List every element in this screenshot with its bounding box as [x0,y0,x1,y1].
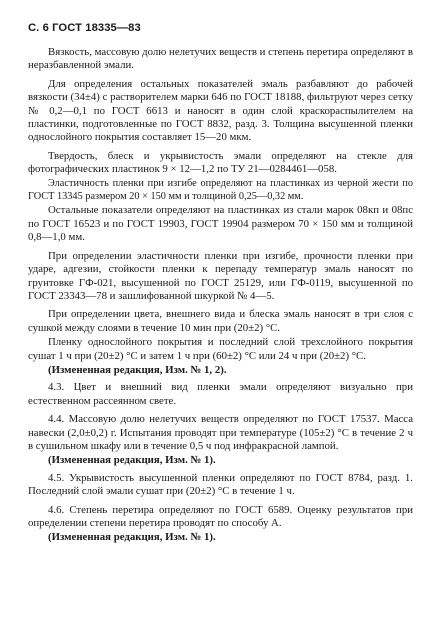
clause-4-3: 4.3. Цвет и внешний вид пленки эмали определяют визуально при естественном рассеянном свете. [28,381,413,407]
amendment-note-3: (Измененная редакция, Изм. № 1). [48,531,216,544]
amendment-note-2: (Измененная редакция, Изм. № 1). [48,454,216,467]
paragraph-primer: При определении эластичности пленки при изгибе, прочности пленки при ударе, адгезии, стойкости пленки к перепаду температур эмаль наносят по грунтовке ГФ-021, высушенной по ГОСТ 25129, или ГФ-0119, высушенной по ГОСТ 23343—78 и зашлифованной шкуркой № 4—5. [28,249,413,302]
clause-4-6: 4.6. Степень перетира определяют по ГОСТ 6589. Оценку результатов при определении степени перетира проводят по способу А. [28,503,413,529]
clause-4-5: 4.5. Укрывистость высушенной пленки определяют по ГОСТ 8784, разд. 1. Последний слой эмали сушат при (20±2) °С в течение 1 ч. [28,471,413,498]
amendment-note-1: (Измененная редакция, Изм. № 1, 2). [48,363,227,376]
paragraph-hardness: Твердость, блеск и укрывистость эмали определяют на стекле для фотографических пластинок 9 × 12—1,2 по ТУ 21—0284461—058. [28,149,413,176]
document-page [28,22,413,549]
paragraph-color-layers: При определении цвета, внешнего вида и блеска эмаль наносят в три слоя с сушкой между слоями в течение 10 мин при (20±2) °С. [28,308,413,334]
paragraph-drying: Пленку однослойного покрытия и последний слой трехслойного покрытия сушат 1 ч при (20±2) °С и затем 1 ч при (60±2) °С или 24 ч при (20±2) °С. [28,336,413,362]
paragraph-other-panels: Остальные показатели определяют на пластинках из стали марок 08кп и 08пс по ГОСТ 16523 и по ГОСТ 19903, ГОСТ 19904 размером 70 × 150 мм и толщиной 0,8—1,0 мм. [28,204,413,244]
paragraph-elasticity-panels: Эластичность пленки при изгибе определяют на пластинках из черной жести по ГОСТ 13345 размером 20 × 150 мм и толщиной 0,25—0,32 мм. [28,177,413,202]
paragraph-dilution: Для определения остальных показателей эмаль разбавляют до рабочей вязкости (34±4) с растворителем марки 646 по ГОСТ 18188, фильтруют через сетку № 0,2—0,1 по ГОСТ 6613 и наносят в один слой краскораспылителем на пластинки, подготовленные по ГОСТ 8832, разд. 3. Толщина высушенной пленки однослойного покрытия составляет 15—20 мкм. [28,77,413,144]
clause-4-4: 4.4. Массовую долю нелетучих веществ определяют по ГОСТ 17537. Масса навески (2,0±0,2) г. Испытания проводят при температуре (105±2) °С в течение 2 ч в сушильном шкафу или в течение 0,5 ч под инфракрасной лампой. [28,413,413,452]
paragraph-viscosity: Вязкость, массовую долю нелетучих веществ и степень перетира определяют в неразбавленной эмали. [28,46,413,72]
page-header: С. 6 ГОСТ 18335—83 [28,22,141,34]
